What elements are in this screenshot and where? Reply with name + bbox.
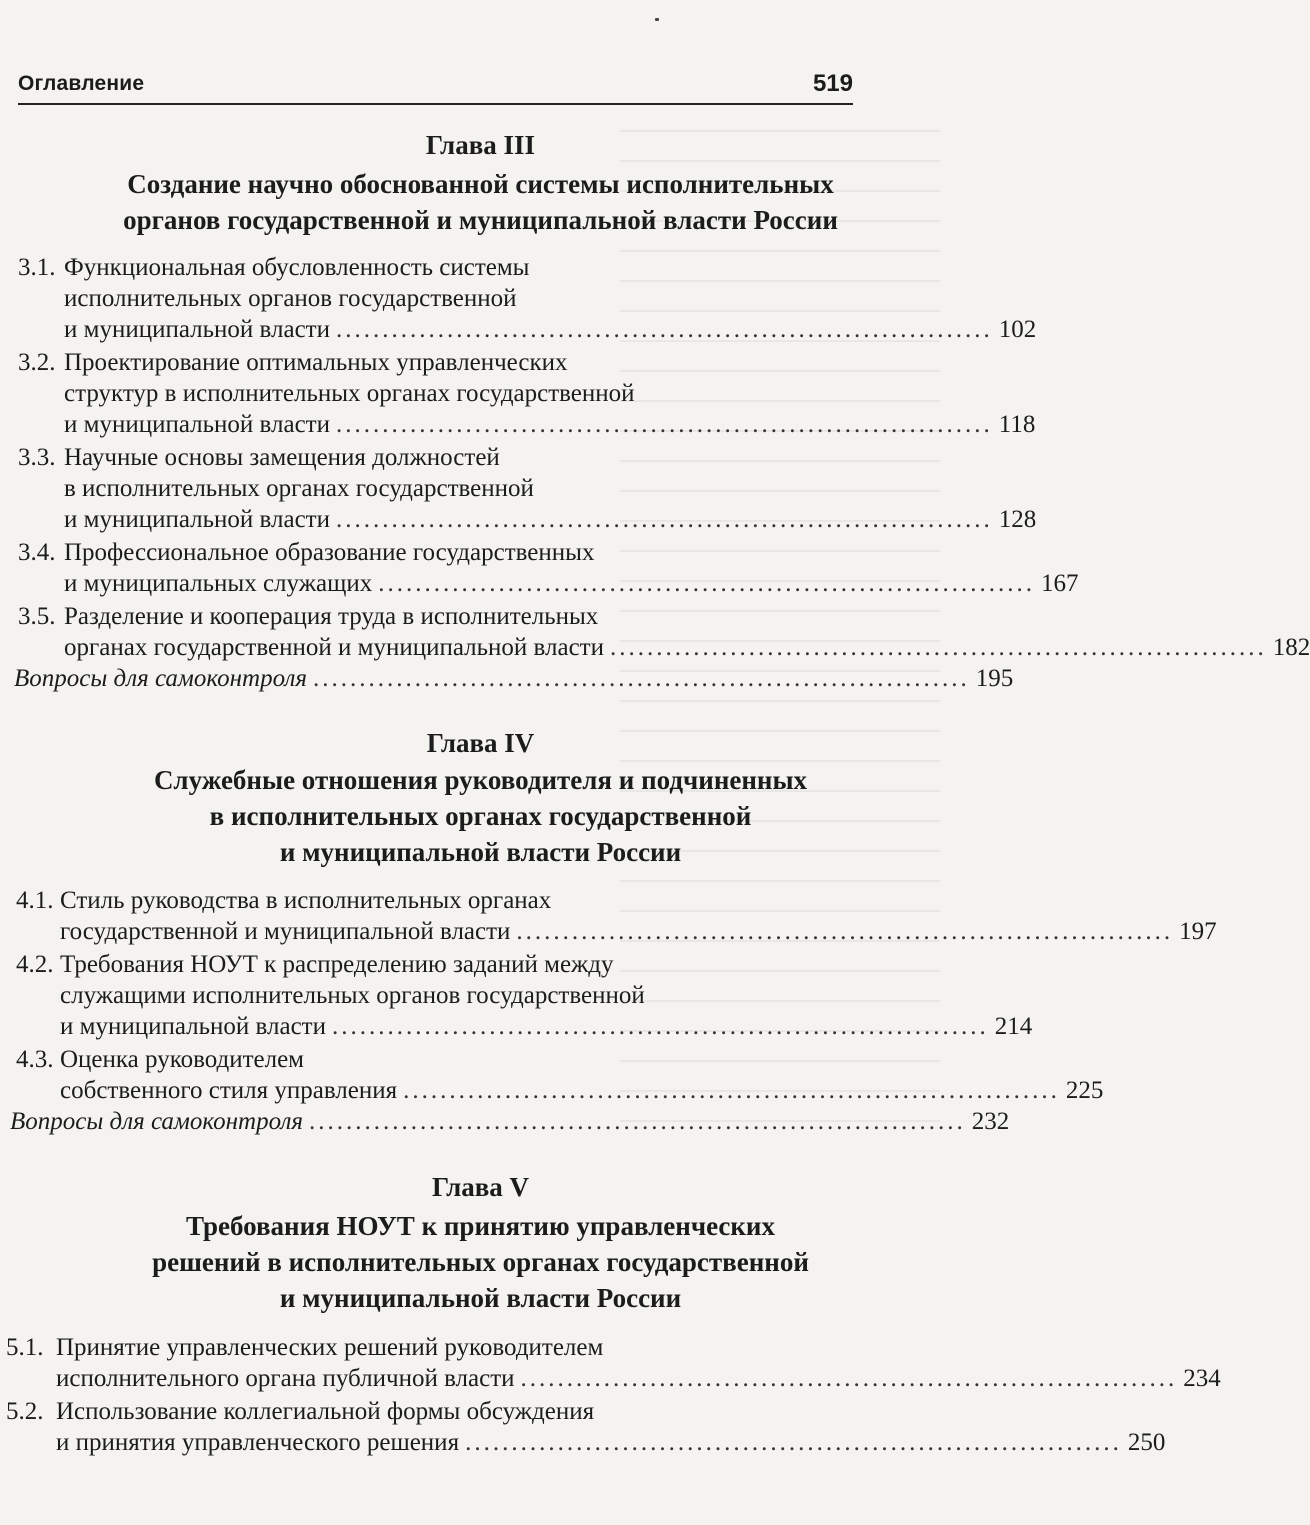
dot-leader: ....................................................................... xyxy=(336,506,993,533)
section-number: 4.3. xyxy=(16,1046,54,1073)
toc-entry[interactable] xyxy=(0,537,1079,599)
section-page: 197 xyxy=(1179,918,1217,945)
section-title-line: Научные основы замещения должностей xyxy=(64,444,500,471)
chapter-label: Глава IV xyxy=(426,728,535,758)
chapter-3-contents xyxy=(0,252,1310,694)
chapter-title xyxy=(0,166,961,238)
page-number: 519 xyxy=(812,70,853,97)
toc-entry[interactable] xyxy=(0,601,1310,663)
section-title-line: исполнительного органа публичной власти xyxy=(56,1365,515,1392)
questions-page: 195 xyxy=(975,665,1014,692)
section-title-line: Функциональная обусловленность системы xyxy=(64,254,530,281)
section-title-line: и принятия управленческого решения xyxy=(56,1429,460,1456)
section-title-line: собственного стиля управления xyxy=(60,1077,398,1104)
section-title-line: в исполнительных органах государственной xyxy=(64,475,534,502)
section-title-line: Оценка руководителем xyxy=(60,1046,304,1073)
section-number: 3.4. xyxy=(18,539,56,566)
toc-entry[interactable] xyxy=(0,1044,1104,1106)
toc-entry[interactable] xyxy=(0,252,1037,345)
toc-entry[interactable] xyxy=(0,442,1037,535)
toc-entry[interactable] xyxy=(0,1332,1221,1394)
section-title-line: государственной и муниципальной власти xyxy=(60,918,511,945)
toc-entry[interactable] xyxy=(0,949,1033,1042)
dot-leader: ....................................................................... xyxy=(610,634,1267,661)
section-number: 3.5. xyxy=(18,603,56,630)
section-page: 118 xyxy=(998,411,1036,438)
running-header-title: Оглавление xyxy=(18,72,145,95)
chapter-label: Глава III xyxy=(425,130,536,160)
dot-leader: ....................................................................... xyxy=(465,1429,1122,1456)
section-number: 4.2. xyxy=(16,951,54,978)
section-page: 128 xyxy=(998,506,1037,533)
section-page: 102 xyxy=(998,316,1037,343)
chapter-title-line: в исполнительных органах государственной xyxy=(209,801,752,831)
section-number: 3.3. xyxy=(18,444,56,471)
dot-leader: ....................................................................... xyxy=(336,316,993,343)
section-title-line: органах государственной и муниципальной власти xyxy=(64,634,604,661)
chapter-5-contents xyxy=(0,1332,1221,1458)
section-title-line: Проектирование оптимальных управленческих xyxy=(64,349,568,376)
header-rule xyxy=(18,103,853,105)
section-title-line: служащими исполнительных органов государственной xyxy=(60,982,645,1009)
questions-label: Вопросы для самоконтроля xyxy=(14,665,307,692)
section-page: 182 xyxy=(1272,634,1310,661)
dot-leader: ....................................................................... xyxy=(308,1108,966,1135)
questions-page: 232 xyxy=(971,1108,1010,1135)
chapter-title-line: Создание научно обоснованной системы исполнительных xyxy=(127,169,834,199)
section-page: 167 xyxy=(1040,570,1079,597)
print-speck xyxy=(655,18,659,21)
chapter-title-line: и муниципальной власти России xyxy=(279,1283,682,1313)
chapter-title-line: Служебные отношения руководителя и подчиненных xyxy=(153,765,808,795)
chapter-title-line: и муниципальной власти России xyxy=(279,837,682,867)
section-title-line: Использование коллегиальной формы обсуждения xyxy=(56,1398,595,1425)
chapter-5-heading xyxy=(0,1170,961,1316)
chapter-title-line: решений в исполнительных органах государственной xyxy=(152,1247,809,1277)
chapter-label: Глава V xyxy=(431,1172,530,1202)
toc-entry[interactable] xyxy=(0,885,1217,947)
toc-entry-questions[interactable] xyxy=(0,663,1014,694)
dot-leader: ....................................................................... xyxy=(336,411,993,438)
dot-leader: ....................................................................... xyxy=(520,1365,1178,1392)
dot-leader: ....................................................................... xyxy=(378,570,1035,597)
chapter-4-contents xyxy=(0,885,1217,1137)
chapter-title-line: органов государственной и муниципальной власти России xyxy=(123,205,838,235)
chapter-3-heading xyxy=(0,128,961,238)
dot-leader: ....................................................................... xyxy=(332,1013,989,1040)
dot-leader: ....................................................................... xyxy=(516,918,1174,945)
section-title-line: и муниципальной власти xyxy=(64,316,330,343)
toc-entry-questions[interactable] xyxy=(0,1106,1010,1137)
section-title-line: Требования НОУТ к распределению заданий между xyxy=(60,951,614,978)
chapter-4-heading xyxy=(0,726,961,870)
section-page: 225 xyxy=(1065,1077,1104,1104)
chapter-title xyxy=(0,762,961,870)
section-title-line: Стиль руководства в исполнительных органах xyxy=(60,887,552,914)
section-page: 214 xyxy=(994,1013,1033,1040)
section-title-line: Профессиональное образование государственных xyxy=(64,539,595,566)
running-header xyxy=(18,72,853,106)
section-title-line: Принятие управленческих решений руководителем xyxy=(56,1334,604,1361)
questions-label: Вопросы для самоконтроля xyxy=(10,1108,303,1135)
dot-leader: ....................................................................... xyxy=(312,665,970,692)
chapter-title-line: Требования НОУТ к принятию управленческих xyxy=(186,1211,775,1241)
section-number: 4.1. xyxy=(16,887,54,914)
section-title-line: и муниципальных служащих xyxy=(64,570,373,597)
toc-entry[interactable] xyxy=(0,1396,1166,1458)
section-number: 3.2. xyxy=(18,349,56,376)
section-title-line: структур в исполнительных органах государственной xyxy=(64,380,635,407)
section-title-line: исполнительных органов государственной xyxy=(64,285,517,312)
toc-entry[interactable] xyxy=(0,347,1036,440)
section-number: 3.1. xyxy=(18,254,56,281)
section-title-line: и муниципальной власти xyxy=(64,411,330,438)
chapter-title xyxy=(0,1208,961,1316)
section-page: 234 xyxy=(1183,1365,1221,1392)
section-number: 5.2. xyxy=(6,1398,44,1425)
dot-leader: ....................................................................... xyxy=(403,1077,1060,1104)
section-number: 5.1. xyxy=(6,1334,44,1361)
section-title-line: и муниципальной власти xyxy=(64,506,330,533)
section-page: 250 xyxy=(1127,1429,1166,1456)
section-title-line: Разделение и кооперация труда в исполнительных xyxy=(64,603,599,630)
section-title-line: и муниципальной власти xyxy=(60,1013,326,1040)
